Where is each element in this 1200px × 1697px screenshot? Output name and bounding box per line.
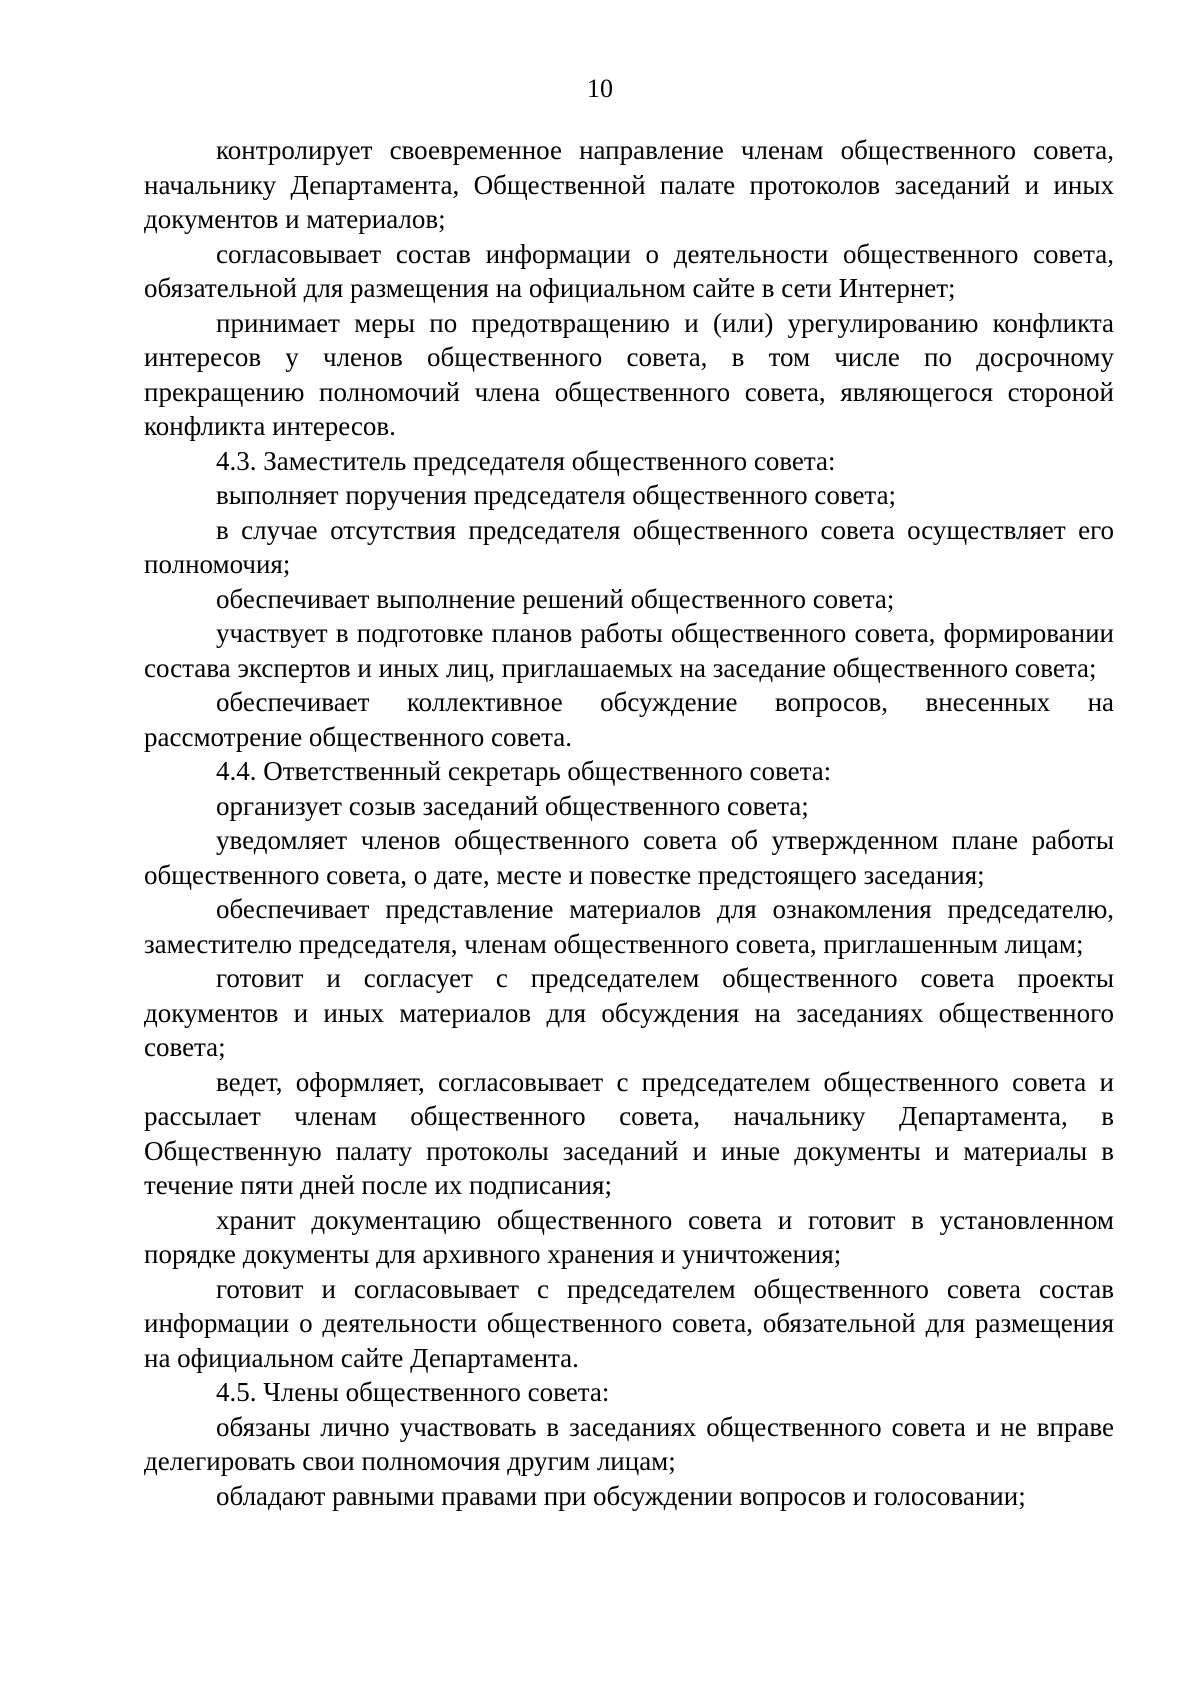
paragraph: организует созыв заседаний общественного совета; xyxy=(216,790,809,821)
paragraph: обеспечивает коллективное обсуждение вопросов, внесенных на рассмотрение общественного совета. xyxy=(144,687,1114,752)
paragraph: обязаны лично участвовать в заседаниях общественного совета и не вправе делегировать свои полномочия другим лицам; xyxy=(144,1411,1114,1476)
paragraph: хранит документацию общественного совета и готовит в установленном порядке документы для архивного хранения и уничтожения; xyxy=(144,1204,1114,1269)
paragraph: в случае отсутствия председателя общественного совета осуществляет его полномочия; xyxy=(144,514,1114,579)
paragraph: контролирует своевременное направление членам общественного совета, начальнику Департамента, Общественной палате протоколов заседаний и иных документов и материалов; xyxy=(144,135,1114,234)
paragraph: обладают равными правами при обсуждении вопросов и голосовании; xyxy=(216,1480,1026,1511)
paragraph: обеспечивает представление материалов для ознакомления председателю, заместителю председателя, членам общественного совета, приглашенным лицам; xyxy=(144,894,1114,959)
page-number: 10 xyxy=(587,74,613,103)
paragraph: выполняет поручения председателя общественного совета; xyxy=(216,480,897,510)
section-heading: 4.3. Заместитель председателя общественного совета: xyxy=(216,445,836,476)
paragraph: согласовывает состав информации о деятельности общественного совета, обязательной для размещения на официальном сайте в сети Интернет; xyxy=(144,238,1114,303)
paragraph: готовит и согласовывает с председателем общественного совета состав информации о деятельности общественного совета, обязательной для размещения на официальном сайте Департамента. xyxy=(144,1273,1114,1373)
paragraph: уведомляет членов общественного совета об утвержденном плане работы общественного совета, о дате, месте и повестке предстоящего заседания; xyxy=(144,825,1114,890)
section-heading: 4.5. Члены общественного совета: xyxy=(216,1377,610,1407)
paragraph: готовит и согласует с председателем общественного совета проекты документов и иных материалов для обсуждения на заседаниях общественного совета; xyxy=(144,963,1114,1062)
section-heading: 4.4. Ответственный секретарь общественного совета: xyxy=(216,756,832,786)
paragraph: участвует в подготовке планов работы общественного совета, формировании состава экспертов и иных лиц, приглашаемых на заседание общественного совета; xyxy=(144,618,1114,683)
paragraph: ведет, оформляет, согласовывает с председателем общественного совета и рассылает членам общественного совета, начальнику Департамента, в Общественную палату протоколы заседаний и иные документы и материалы в течение пяти дней после их подписания; xyxy=(144,1066,1114,1200)
document-body xyxy=(144,133,1114,1513)
paragraph: принимает меры по предотвращению и (или) урегулированию конфликта интересов у членов общественного совета, в том числе по досрочному прекращению полномочий члена общественного совета, являющегося стороной конфликта интересов. xyxy=(144,307,1114,441)
paragraph: обеспечивает выполнение решений общественного совета; xyxy=(216,583,895,614)
